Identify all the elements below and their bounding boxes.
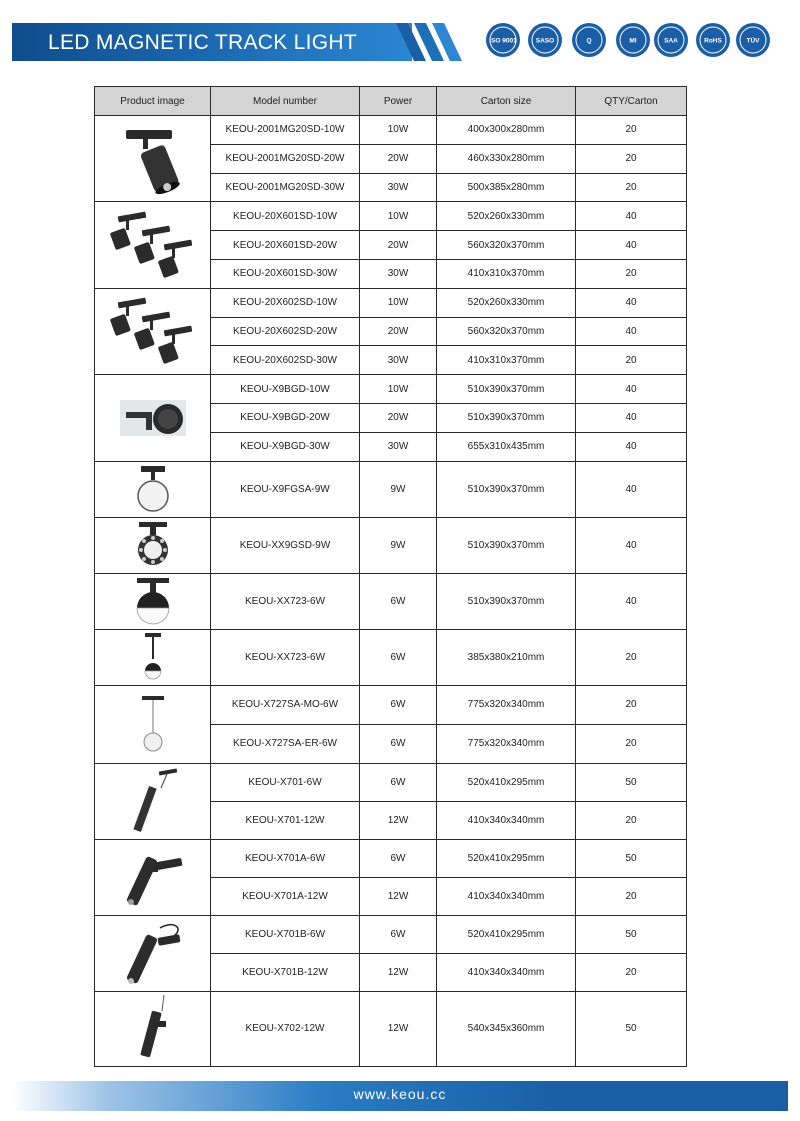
- model-number-cell: KEOU-X702-12W: [211, 991, 360, 1066]
- carton-size-cell: 510x390x370mm: [437, 573, 576, 629]
- product-image-cell: [95, 763, 211, 839]
- cert-label: Q: [586, 37, 592, 45]
- carton-size-cell: 460x330x280mm: [437, 144, 576, 173]
- model-number-cell: KEOU-2001MG20SD-10W: [211, 116, 360, 145]
- power-cell: 6W: [360, 724, 437, 763]
- table-row: [95, 573, 687, 629]
- spot-triple-icon: [108, 208, 198, 282]
- product-image-cell: [95, 288, 211, 374]
- qty-carton-cell: 50: [576, 991, 687, 1066]
- model-number-cell: KEOU-X9FGSA-9W: [211, 461, 360, 517]
- pendant-globe-icon: [136, 694, 170, 754]
- carton-size-cell: 400x300x280mm: [437, 116, 576, 145]
- model-number-cell: KEOU-20X602SD-10W: [211, 288, 360, 317]
- qty-carton-cell: 40: [576, 231, 687, 260]
- model-number-cell: KEOU-2001MG20SD-30W: [211, 173, 360, 202]
- qty-carton-cell: 20: [576, 724, 687, 763]
- table-header-row: [95, 87, 687, 116]
- power-cell: 30W: [360, 346, 437, 375]
- model-number-cell: KEOU-20X601SD-10W: [211, 202, 360, 231]
- qty-carton-cell: 20: [576, 116, 687, 145]
- model-number-cell: KEOU-X701-6W: [211, 763, 360, 801]
- table-row: [95, 375, 687, 404]
- qty-carton-cell: 50: [576, 839, 687, 877]
- cert-label: SAA: [664, 37, 678, 45]
- table-row: [95, 202, 687, 231]
- qty-carton-cell: 40: [576, 403, 687, 432]
- product-image-cell: [95, 375, 211, 461]
- model-number-cell: KEOU-XX9GSD-9W: [211, 517, 360, 573]
- power-cell: 6W: [360, 685, 437, 724]
- product-table: [94, 86, 687, 1067]
- power-cell: 20W: [360, 144, 437, 173]
- qty-carton-cell: 40: [576, 461, 687, 517]
- model-number-cell: KEOU-X701B-12W: [211, 953, 360, 991]
- carton-size-cell: 775x320x340mm: [437, 685, 576, 724]
- power-cell: 10W: [360, 202, 437, 231]
- table-row: [95, 461, 687, 517]
- half-globe-icon: [131, 576, 175, 626]
- long-rod-icon: [128, 993, 178, 1065]
- certification-logos: [484, 18, 774, 68]
- power-cell: 6W: [360, 573, 437, 629]
- carton-size-cell: 520x410x295mm: [437, 763, 576, 801]
- saso-logo-icon: [526, 18, 564, 64]
- qty-carton-cell: 40: [576, 517, 687, 573]
- power-cell: 12W: [360, 801, 437, 839]
- header-carton-size: Carton size: [437, 87, 576, 116]
- qty-carton-cell: 20: [576, 346, 687, 375]
- qty-carton-cell: 20: [576, 877, 687, 915]
- carton-size-cell: 410x340x340mm: [437, 877, 576, 915]
- carton-size-cell: 510x390x370mm: [437, 403, 576, 432]
- model-number-cell: KEOU-X727SA-ER-6W: [211, 724, 360, 763]
- qty-carton-cell: 40: [576, 573, 687, 629]
- power-cell: 12W: [360, 953, 437, 991]
- carton-size-cell: 500x385x280mm: [437, 173, 576, 202]
- model-number-cell: KEOU-20X602SD-30W: [211, 346, 360, 375]
- table-row: [95, 991, 687, 1066]
- table-row: [95, 763, 687, 801]
- globe-icon: [133, 464, 173, 514]
- carton-size-cell: 560x320x370mm: [437, 231, 576, 260]
- carton-size-cell: 510x390x370mm: [437, 461, 576, 517]
- model-number-cell: KEOU-X9BGD-30W: [211, 432, 360, 461]
- table-row: [95, 116, 687, 145]
- product-image-cell: [95, 685, 211, 763]
- tube-cable-icon: [118, 918, 188, 988]
- power-cell: 30W: [360, 173, 437, 202]
- qty-carton-cell: 20: [576, 259, 687, 288]
- mi-mark-logo-icon: [614, 18, 652, 64]
- power-cell: 10W: [360, 288, 437, 317]
- qty-carton-cell: 20: [576, 173, 687, 202]
- power-cell: 20W: [360, 403, 437, 432]
- table-row: [95, 685, 687, 724]
- power-cell: 30W: [360, 259, 437, 288]
- power-cell: 20W: [360, 317, 437, 346]
- carton-size-cell: 540x345x360mm: [437, 991, 576, 1066]
- carton-size-cell: 410x340x340mm: [437, 953, 576, 991]
- model-number-cell: KEOU-X701A-12W: [211, 877, 360, 915]
- power-cell: 9W: [360, 517, 437, 573]
- model-number-cell: KEOU-X9BGD-20W: [211, 403, 360, 432]
- carton-size-cell: 385x380x210mm: [437, 629, 576, 685]
- table-row: [95, 915, 687, 953]
- table-row: [95, 517, 687, 573]
- carton-size-cell: 775x320x340mm: [437, 724, 576, 763]
- product-image-cell: [95, 202, 211, 288]
- q-mark-logo-icon: [570, 18, 608, 64]
- power-cell: 20W: [360, 231, 437, 260]
- qty-carton-cell: 40: [576, 375, 687, 404]
- qty-carton-cell: 20: [576, 685, 687, 724]
- footer-website: www.keou.cc: [353, 1086, 447, 1102]
- carton-size-cell: 410x310x370mm: [437, 259, 576, 288]
- header-product-image: Product image: [95, 87, 211, 116]
- power-cell: 9W: [360, 461, 437, 517]
- power-cell: 6W: [360, 839, 437, 877]
- power-cell: 10W: [360, 375, 437, 404]
- round-panel-icon: [118, 398, 188, 438]
- qty-carton-cell: 40: [576, 288, 687, 317]
- carton-size-cell: 410x310x370mm: [437, 346, 576, 375]
- power-cell: 12W: [360, 877, 437, 915]
- table-row: [95, 288, 687, 317]
- qty-carton-cell: 40: [576, 432, 687, 461]
- power-cell: 6W: [360, 915, 437, 953]
- carton-size-cell: 520x260x330mm: [437, 202, 576, 231]
- cert-label: MI: [629, 37, 637, 45]
- product-image-cell: [95, 461, 211, 517]
- qty-carton-cell: 20: [576, 801, 687, 839]
- power-cell: 10W: [360, 116, 437, 145]
- page-title: LED MAGNETIC TRACK LIGHT: [48, 31, 358, 54]
- qty-carton-cell: 50: [576, 915, 687, 953]
- cert-label: RoHS: [704, 37, 722, 45]
- model-number-cell: KEOU-20X601SD-30W: [211, 259, 360, 288]
- carton-size-cell: 410x340x340mm: [437, 801, 576, 839]
- product-image-cell: [95, 517, 211, 573]
- carton-size-cell: 655x310x435mm: [437, 432, 576, 461]
- tuv-logo-icon: [734, 18, 772, 64]
- model-number-cell: KEOU-X9BGD-10W: [211, 375, 360, 404]
- product-image-cell: [95, 116, 211, 202]
- header-stripes-decoration: [396, 23, 476, 61]
- power-cell: 12W: [360, 991, 437, 1066]
- header-power: Power: [360, 87, 437, 116]
- rohs-logo-icon: [694, 18, 732, 64]
- carton-size-cell: 510x390x370mm: [437, 375, 576, 404]
- qty-carton-cell: 50: [576, 763, 687, 801]
- power-cell: 30W: [360, 432, 437, 461]
- header-model-number: Model number: [211, 87, 360, 116]
- spot-triple-icon: [108, 294, 198, 368]
- table-row: [95, 839, 687, 877]
- qty-carton-cell: 40: [576, 202, 687, 231]
- carton-size-cell: 510x390x370mm: [437, 517, 576, 573]
- qty-carton-cell: 20: [576, 629, 687, 685]
- model-number-cell: KEOU-X727SA-MO-6W: [211, 685, 360, 724]
- model-number-cell: KEOU-X701A-6W: [211, 839, 360, 877]
- rod-pendant-icon: [123, 766, 183, 836]
- carton-size-cell: 520x410x295mm: [437, 915, 576, 953]
- model-number-cell: KEOU-XX723-6W: [211, 573, 360, 629]
- tube-spot-icon: [118, 842, 188, 912]
- product-image-cell: [95, 991, 211, 1066]
- model-number-cell: KEOU-X701B-6W: [211, 915, 360, 953]
- product-image-cell: [95, 573, 211, 629]
- product-image-cell: [95, 629, 211, 685]
- model-number-cell: KEOU-X701-12W: [211, 801, 360, 839]
- small-half-globe-icon: [138, 631, 168, 683]
- qty-carton-cell: 40: [576, 317, 687, 346]
- product-image-cell: [95, 839, 211, 915]
- qty-carton-cell: 20: [576, 144, 687, 173]
- model-number-cell: KEOU-XX723-6W: [211, 629, 360, 685]
- carton-size-cell: 520x410x295mm: [437, 839, 576, 877]
- carton-size-cell: 560x320x370mm: [437, 317, 576, 346]
- spot-single-icon: [118, 122, 188, 196]
- table-row: [95, 629, 687, 685]
- cert-label: SASO: [535, 37, 555, 45]
- product-image-cell: [95, 915, 211, 991]
- header-qty-carton: QTY/Carton: [576, 87, 687, 116]
- model-number-cell: KEOU-20X601SD-20W: [211, 231, 360, 260]
- cert-label: ISO 9001: [489, 37, 517, 45]
- power-cell: 6W: [360, 629, 437, 685]
- ring-lamp-icon: [131, 520, 175, 570]
- saa-logo-icon: [652, 18, 690, 64]
- cert-label: TÜV: [746, 37, 760, 45]
- power-cell: 6W: [360, 763, 437, 801]
- model-number-cell: KEOU-20X602SD-20W: [211, 317, 360, 346]
- iso-9001-logo-icon: [484, 18, 522, 64]
- qty-carton-cell: 20: [576, 953, 687, 991]
- carton-size-cell: 520x260x330mm: [437, 288, 576, 317]
- model-number-cell: KEOU-2001MG20SD-20W: [211, 144, 360, 173]
